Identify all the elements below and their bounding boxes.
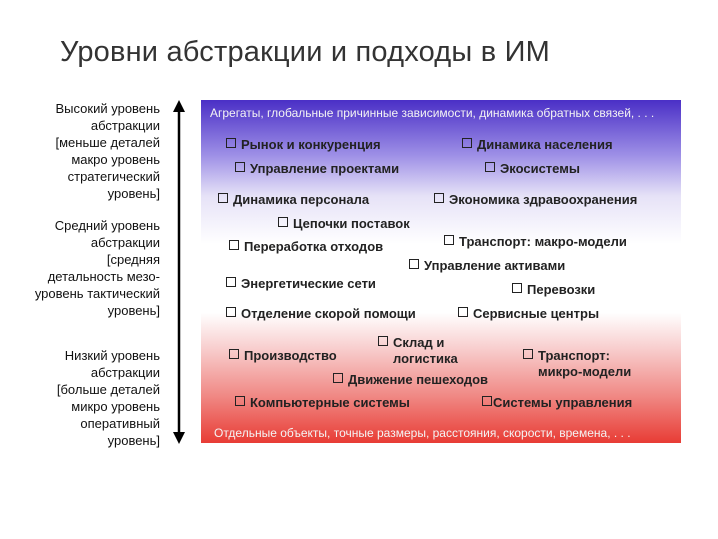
item-label <box>538 348 631 380</box>
item-label: Динамика персонала <box>233 192 370 207</box>
item-label: Сервисные центры <box>473 306 600 321</box>
level-high-line: уровень] <box>107 186 160 201</box>
item-label: Динамика населения <box>477 137 613 152</box>
checkbox-icon <box>458 307 468 317</box>
level-mid-line: Средний уровень <box>54 218 160 233</box>
item-label: Экосистемы <box>500 161 580 176</box>
level-mid-line: [средняя <box>106 252 160 267</box>
level-mid-line: уровень] <box>107 303 160 318</box>
item-rynok <box>226 137 381 153</box>
top-note: Агрегаты, глобальные причинные зависимости, динамика обратных связей, . . . <box>210 106 655 120</box>
level-mid-line: детальность мезо- <box>47 269 160 284</box>
checkbox-icon <box>235 162 245 172</box>
checkbox-icon <box>229 240 239 250</box>
item-label: Управление активами <box>424 258 566 273</box>
item-label: Транспорт: макро-модели <box>459 234 627 249</box>
item-kompyuternye-sistemy <box>235 395 410 411</box>
item-label: Отделение скорой помощи <box>241 306 416 321</box>
item-label <box>393 335 458 367</box>
checkbox-icon <box>235 396 245 406</box>
checkbox-icon <box>378 336 388 346</box>
item-label-line: микро-модели <box>538 364 632 379</box>
checkbox-icon <box>333 373 343 383</box>
level-low-line: микро уровень <box>71 399 160 414</box>
item-proizvodstvo <box>229 348 337 364</box>
item-label: Перевозки <box>527 282 596 297</box>
item-dinamika-naseleniya <box>462 137 613 153</box>
checkbox-icon <box>218 193 228 203</box>
level-low-line: абстракции <box>90 365 160 380</box>
checkbox-icon <box>226 138 236 148</box>
item-cepochki-postavok <box>278 216 410 232</box>
level-low-line: Низкий уровень <box>64 348 160 363</box>
item-sistemy-upravleniya <box>482 395 632 411</box>
item-label-line: логистика <box>393 351 458 366</box>
checkbox-icon <box>444 235 454 245</box>
item-label: Управление проектами <box>250 161 400 176</box>
level-high-line: Высокий уровень <box>55 101 160 116</box>
item-servisnye-centry <box>458 306 599 322</box>
page-title: Уровни абстракции и подходы в ИМ <box>60 36 550 68</box>
checkbox-icon <box>226 307 236 317</box>
level-high-line: абстракции <box>90 118 160 133</box>
checkbox-icon <box>278 217 288 227</box>
checkbox-icon <box>434 193 444 203</box>
item-sklad <box>378 335 458 367</box>
item-label: Движение пешеходов <box>348 372 489 387</box>
item-energeticheskie-seti <box>226 276 376 292</box>
item-upravlenie-aktivami <box>409 258 565 274</box>
level-high-line: [меньше деталей <box>55 135 160 150</box>
item-label: Системы управления <box>493 395 633 410</box>
item-dvizhenie-peshehodov <box>333 372 488 388</box>
level-high-line: макро уровень <box>71 152 160 167</box>
checkbox-icon <box>512 283 522 293</box>
checkbox-icon <box>523 349 533 359</box>
item-label: Цепочки поставок <box>293 216 410 231</box>
item-label: Производство <box>244 348 337 363</box>
item-transport-makro <box>444 234 627 250</box>
item-label: Компьютерные системы <box>250 395 410 410</box>
approaches-panel <box>201 100 681 443</box>
item-upravlenie-proektami <box>235 161 399 177</box>
item-ekonomika-zdravoohraneniya <box>434 192 637 208</box>
checkbox-icon <box>462 138 472 148</box>
item-ekosistemy <box>485 161 580 177</box>
checkbox-icon <box>409 259 419 269</box>
level-mid-line: абстракции <box>90 235 160 250</box>
level-high-label <box>10 100 160 202</box>
item-perevozki <box>512 282 595 298</box>
bottom-note: Отдельные объекты, точные размеры, расстояния, скорости, времена, . . . <box>214 426 631 440</box>
level-low-line: уровень] <box>107 433 160 448</box>
item-transport-mikro <box>523 348 631 380</box>
level-low-line: оперативный <box>80 416 160 431</box>
checkbox-icon <box>482 396 492 406</box>
item-dinamika-personala <box>218 192 369 208</box>
checkbox-icon <box>226 277 236 287</box>
item-label: Энергетические сети <box>241 276 376 291</box>
item-label: Экономика здравоохранения <box>449 192 638 207</box>
item-pererabotka-othodov <box>229 239 383 255</box>
level-mid-line: уровень тактический <box>34 286 160 301</box>
item-label-line: Склад и <box>393 335 445 350</box>
item-label-line: Транспорт: <box>538 348 610 363</box>
item-skoraya-pomosch <box>226 306 416 322</box>
item-label: Переработка отходов <box>244 239 384 254</box>
checkbox-icon <box>229 349 239 359</box>
level-high-line: стратегический <box>67 169 160 184</box>
level-mid-label <box>10 217 160 319</box>
level-low-line: [больше деталей <box>56 382 160 397</box>
level-low-label <box>10 347 160 449</box>
checkbox-icon <box>485 162 495 172</box>
abstraction-axis-arrow <box>171 100 187 444</box>
item-label: Рынок и конкуренция <box>241 137 381 152</box>
